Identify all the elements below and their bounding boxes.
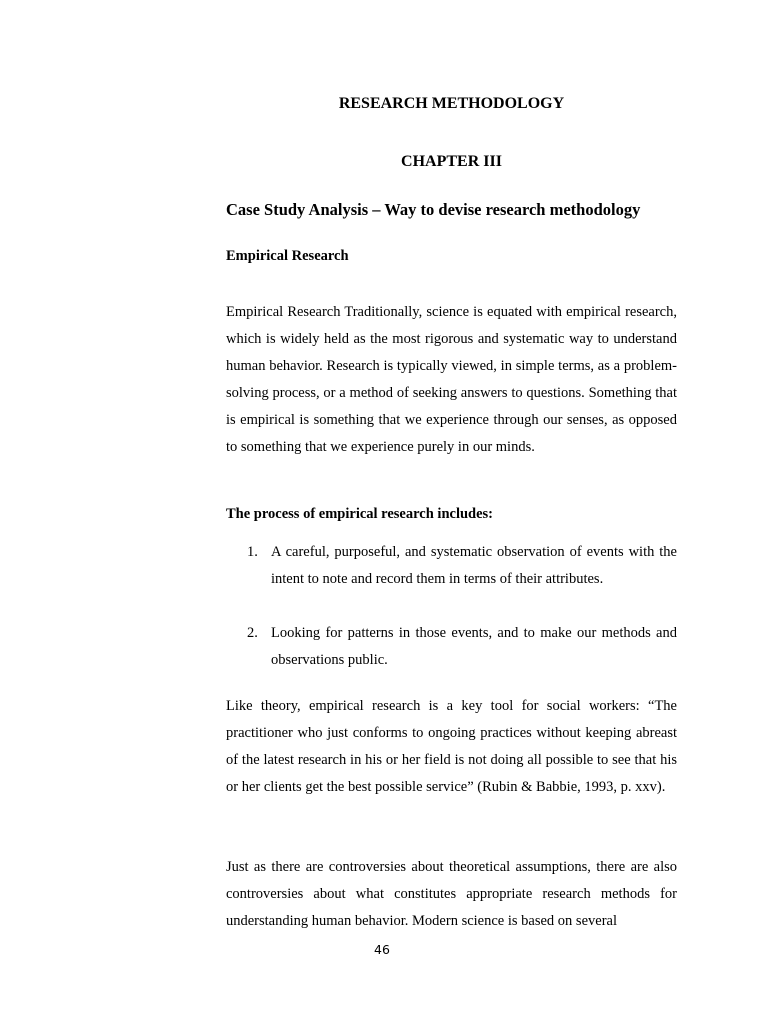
list-item-number: 1. [247, 544, 258, 560]
chapter-title: CHAPTER III [401, 153, 502, 170]
page-number: 46 [374, 942, 390, 957]
list-item-text: A careful, purposeful, and systematic observation of events with the intent to note and record them in terms of their attributes. [271, 544, 677, 587]
paragraph-controversies: Just as there are controversies about theoretical assumptions, there are also controversies about what constitutes appropriate research methods for understanding human behavior. Modern science is based on several [226, 859, 677, 929]
process-heading: The process of empirical research includes: [226, 506, 494, 522]
paragraph-empirical-intro: Empirical Research Traditionally, science is equated with empirical research, which is widely held as the most rigorous and systematic way to understand human behavior. Research is typically viewed, in simple terms, as a problem-solving process, or a method of seeking answers to questions. Something that is empirical is something that we experience through our senses, as opposed to something that we experience purely in our minds. [226, 304, 677, 455]
main-title: RESEARCH METHODOLOGY [338, 95, 565, 112]
list-item-number: 2. [247, 625, 258, 641]
section-title: Case Study Analysis – Way to devise research methodology [226, 200, 641, 219]
empirical-research-heading: Empirical Research [226, 248, 349, 264]
list-item-text: Looking for patterns in those events, and to make our methods and observations public. [271, 625, 677, 668]
paragraph-theory: Like theory, empirical research is a key tool for social workers: “The practitioner who just conforms to ongoing practices without keeping abreast of the latest research in his or her field is not doing all possible to see that his or her clients get the best possible service” (Rubin & Babbie, 1993, p. xxv). [226, 698, 677, 795]
